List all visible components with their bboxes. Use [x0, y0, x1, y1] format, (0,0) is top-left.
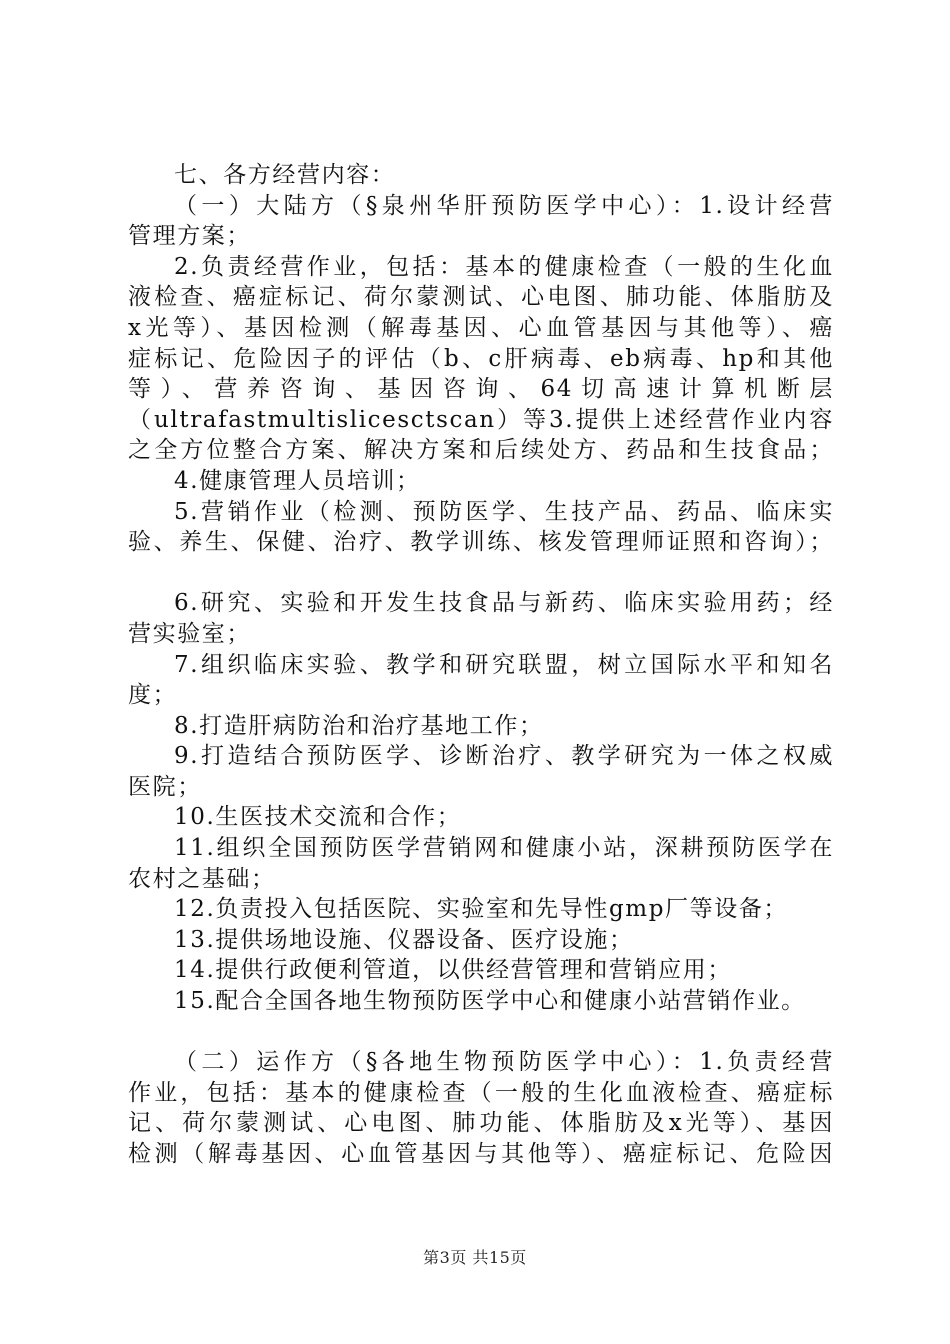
text-line: 4.健康管理人员培训； — [174, 467, 421, 494]
text-line: 等）、营养咨询、基因咨询、64切高速计算机断层 — [128, 376, 834, 403]
text-line: 14.提供行政便利管道，以供经营管理和营销应用； — [174, 957, 732, 984]
text-line: 12.负责投入包括医院、实验室和先导性gmp厂等设备； — [174, 896, 789, 923]
page-footer: 第3页 共15页 — [423, 1248, 527, 1267]
text-line: 农村之基础； — [128, 865, 276, 892]
text-line: 5.营销作业（检测、预防医学、生技产品、药品、临床实 — [174, 498, 834, 525]
text-line: 七、各方经营内容： — [174, 162, 396, 188]
text-line: 检测（解毒基因、心血管基因与其他等）、癌症标记、危险因 — [128, 1141, 834, 1167]
text-line: 营实验室； — [128, 620, 251, 647]
text-line: 15.配合全国各地生物预防医学中心和健康小站营销作业。 — [174, 988, 806, 1015]
text-line: 液检查、癌症标记、荷尔蒙测试、心电图、肺功能、体脂肪及 — [128, 284, 834, 311]
text-line: 作业，包括：基本的健康检查（一般的生化血液检查、癌症标 — [128, 1079, 834, 1106]
text-line: 11.组织全国预防医学营销网和健康小站，深耕预防医学在 — [174, 835, 834, 862]
text-line: 8.打造肝病防治和治疗基地工作； — [174, 712, 544, 739]
text-line: x光等）、基因检测（解毒基因、心血管基因与其他等）、癌 — [128, 314, 834, 341]
text-line: （ultrafastmultislicesctscan）等3.提供上述经营作业内容 — [128, 406, 834, 433]
text-line: 症标记、危险因子的评估（b、c肝病毒、eb病毒、hp和其他 — [128, 345, 834, 372]
text-line: 管理方案； — [128, 223, 251, 250]
text-line: 10.生医技术交流和合作； — [174, 804, 462, 831]
text-line: 度； — [128, 682, 178, 709]
document-body — [128, 160, 834, 1170]
text-line: 之全方位整合方案、解决方案和后续处方、药品和生技食品； — [128, 437, 834, 464]
text-line: （一）大陆方（§泉州华肝预防医学中心）：1.设计经营 — [174, 192, 834, 219]
text-line: 2.负责经营作业，包括：基本的健康检查（一般的生化血 — [174, 253, 834, 280]
text-line: 医院； — [128, 773, 202, 800]
text-line: 13.提供场地设施、仪器设备、医疗设施； — [174, 926, 634, 953]
text-line: 6.研究、实验和开发生技食品与新药、临床实验用药；经 — [174, 590, 834, 617]
text-line: 验、养生、保健、治疗、教学训练、核发管理师证照和咨询）； — [128, 529, 834, 556]
text-line: （二）运作方（§各地生物预防医学中心）：1.负责经营 — [174, 1049, 834, 1076]
text-line: 记、荷尔蒙测试、心电图、肺功能、体脂肪及x光等）、基因 — [128, 1110, 834, 1137]
text-line: 7.组织临床实验、教学和研究联盟，树立国际水平和知名 — [174, 651, 834, 678]
blank-line — [128, 1017, 834, 1048]
text-line: 9.打造结合预防医学、诊断治疗、教学研究为一体之权威 — [174, 743, 834, 770]
blank-line — [128, 558, 834, 589]
